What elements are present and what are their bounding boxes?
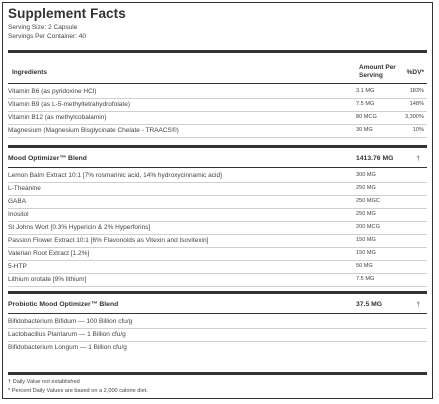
ingredient-amount: 150 MG — [356, 250, 376, 256]
vitamin-amount: 80 MCG — [356, 114, 377, 120]
vitamin-amount: 7.5 MG — [356, 101, 375, 107]
ingredient-amount: 250 MG — [356, 211, 376, 217]
footnote-daily-value: † Daily Value not established — [8, 379, 80, 385]
ingredient-name: St Johns Wort [0.3% Hypericin & 2% Hyperforins] — [8, 224, 151, 231]
ingredient-amount: 250 MG — [356, 185, 376, 191]
vitamin-dv: 10% — [412, 127, 424, 133]
probiotic-name: Bifidobacterium Longum — 1 Billion cfu/g — [8, 344, 127, 351]
section-rule — [8, 145, 427, 148]
mood-blend-amount: 1413.76 MG — [356, 155, 394, 162]
vitamin-row — [8, 99, 427, 112]
vitamin-name: Vitamin B12 (as methylcobalamin) — [8, 114, 107, 121]
blend-ingredient-row — [8, 261, 427, 274]
mood-blend-dv: † — [416, 155, 420, 162]
probiotic-row — [8, 329, 427, 342]
ingredient-name: Valerian Root Extract [1.2%] — [8, 250, 90, 257]
ingredient-name: Lemon Balm Extract 10:1 [7% rosmarinic acid, 14% hydroxycinnamic acid] — [8, 172, 222, 179]
blend-ingredient-row — [8, 274, 427, 287]
ingredient-amount: 300 MG — [356, 172, 376, 178]
ingredient-name: GABA — [8, 198, 27, 205]
footnote-percent-dv: * Percent Daily Values are based on a 2,000 calorie diet. — [8, 388, 148, 394]
columns-rule — [8, 83, 427, 84]
vitamin-name: Magnesium (Magnesium Bisglycinate Chelate - TRAACS®) — [8, 127, 179, 134]
blend-ingredient-row — [8, 222, 427, 235]
blend-ingredient-row — [8, 183, 427, 196]
vitamin-dv: 148% — [409, 101, 424, 107]
vitamin-row — [8, 125, 427, 138]
label-title: Supplement Facts — [8, 6, 126, 21]
blend-ingredient-row — [8, 248, 427, 261]
supplement-facts-panel — [2, 2, 433, 399]
ingredient-name: Inositol — [8, 211, 29, 218]
ingredient-amount: 150 MG — [356, 237, 376, 243]
probiotic-blend-dv: † — [416, 301, 420, 308]
footer-rule — [8, 372, 427, 375]
ingredient-name: 5-HTP — [8, 263, 27, 270]
blend-ingredient-row — [8, 170, 427, 183]
mood-blend-rule — [8, 167, 427, 168]
servings-per-container: Servings Per Container: 40 — [8, 33, 87, 40]
amount-header-line1: Amount Per — [359, 64, 396, 71]
vitamin-amount: 3.1 MG — [356, 88, 375, 94]
ingredient-name: L-Theanine — [8, 185, 41, 192]
ingredients-header: Ingredients — [12, 69, 48, 76]
ingredient-name: Passion Flower Extract 10:1 [6% Flavonoids as Vitexin and Isovitexin] — [8, 237, 209, 244]
ingredient-amount: 250 MGC — [356, 198, 380, 204]
ingredient-amount: 50 MG — [356, 263, 373, 269]
vitamin-amount: 30 MG — [356, 127, 373, 133]
amount-header-line2: Serving — [359, 72, 383, 79]
probiotic-blend-name: Probiotic Mood Optimizer™ Blend — [8, 301, 119, 308]
vitamin-name: Vitamin B6 (as pyridoxine HCl) — [8, 88, 97, 95]
ingredient-amount: 7.5 MG — [356, 276, 375, 282]
probiotic-blend-amount: 37.5 MG — [356, 301, 383, 308]
dv-header: %DV* — [406, 69, 424, 76]
probiotic-name: Lactobacillus Plantarum — 1 Billion cfu/g — [8, 331, 126, 338]
vitamin-dv: 183% — [409, 88, 424, 94]
ingredient-amount: 200 MCG — [356, 224, 380, 230]
vitamin-name: Vitamin B9 (as L-5-methyltetrahydrofolate) — [8, 101, 130, 108]
probiotic-blend-rule — [8, 313, 427, 314]
probiotic-row — [8, 342, 427, 354]
mood-blend-name: Mood Optimizer™ Blend — [8, 155, 87, 162]
probiotic-row — [8, 316, 427, 329]
serving-size: Serving Size: 2 Capsule — [8, 24, 78, 31]
blend-ingredient-row — [8, 209, 427, 222]
vitamin-row — [8, 112, 427, 125]
blend-ingredient-row — [8, 235, 427, 248]
probiotic-name: Bifidobacterium Bifidum — 100 Billion cfu/g — [8, 318, 133, 325]
section-rule — [8, 291, 427, 294]
header-rule — [8, 50, 427, 53]
mood-blend-header — [8, 153, 427, 167]
blend-ingredient-row — [8, 196, 427, 209]
ingredient-name: Lithium orotate [9% lithium] — [8, 276, 87, 283]
vitamin-dv: 3,300% — [405, 114, 424, 120]
probiotic-blend-header — [8, 299, 427, 313]
vitamin-row — [8, 86, 427, 99]
